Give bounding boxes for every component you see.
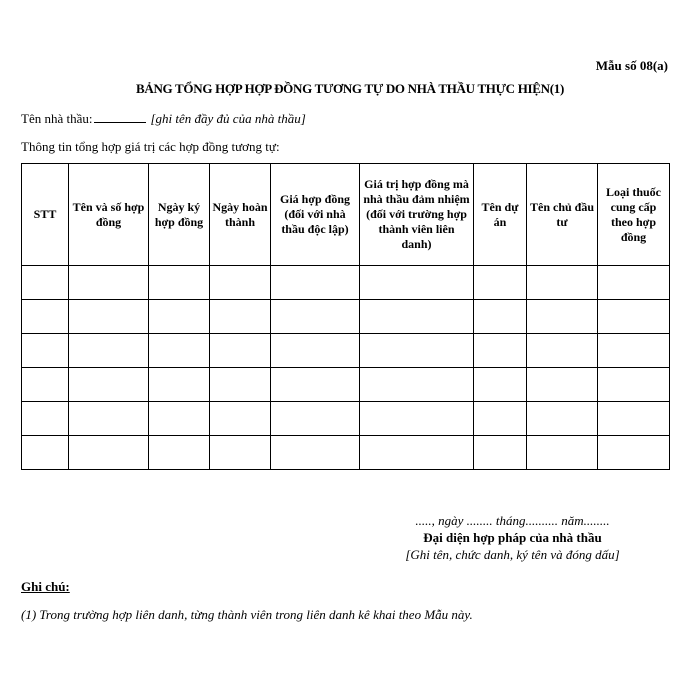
header-stt: STT [22, 164, 69, 266]
table-cell[interactable] [69, 402, 149, 436]
header-contract-name-number: Tên và số hợp đồng [69, 164, 149, 266]
table-cell[interactable] [149, 334, 210, 368]
contractor-line [21, 111, 306, 127]
table-cell[interactable] [149, 436, 210, 470]
table-cell[interactable] [271, 436, 360, 470]
table-cell[interactable] [360, 402, 474, 436]
table-cell[interactable] [474, 334, 527, 368]
table-cell[interactable] [22, 266, 69, 300]
table-row [22, 266, 670, 300]
table-cell[interactable] [360, 368, 474, 402]
table-cell[interactable] [598, 436, 670, 470]
summary-intro: Thông tin tổng hợp giá trị các hợp đồng tương tự: [21, 139, 280, 154]
table-cell[interactable] [271, 402, 360, 436]
table-cell[interactable] [360, 300, 474, 334]
contracts-summary-table [21, 163, 670, 470]
table-cell[interactable] [210, 266, 271, 300]
notes-heading: Ghi chú: [21, 579, 70, 594]
table-cell[interactable] [149, 368, 210, 402]
table-row [22, 436, 670, 470]
table-cell[interactable] [69, 334, 149, 368]
table-cell[interactable] [271, 334, 360, 368]
table-row [22, 402, 670, 436]
contractor-label: Tên nhà thầu: [21, 111, 93, 126]
table-cell[interactable] [210, 300, 271, 334]
table-cell[interactable] [598, 300, 670, 334]
table-cell[interactable] [210, 334, 271, 368]
header-signing-date: Ngày ký hợp đồng [149, 164, 210, 266]
table-cell[interactable] [598, 368, 670, 402]
table-cell[interactable] [527, 266, 598, 300]
table-cell[interactable] [360, 436, 474, 470]
table-cell[interactable] [527, 402, 598, 436]
table-cell[interactable] [69, 436, 149, 470]
table-cell[interactable] [210, 368, 271, 402]
table-row [22, 368, 670, 402]
note-item: (1) Trong trường hợp liên danh, từng thành viên trong liên danh kê khai theo Mẫu này. [21, 607, 473, 622]
table-cell[interactable] [69, 368, 149, 402]
table-cell[interactable] [271, 300, 360, 334]
table-cell[interactable] [474, 266, 527, 300]
table-cell[interactable] [149, 266, 210, 300]
header-drug-type: Loại thuốc cung cấp theo hợp đồng [598, 164, 670, 266]
signature-note: [Ghi tên, chức danh, ký tên và đóng dấu] [405, 547, 620, 562]
contractor-hint: [ghi tên đầy đủ của nhà thầu] [150, 111, 306, 126]
header-completion-date: Ngày hoàn thành [210, 164, 271, 266]
signature-date-line: ....., ngày ........ tháng.......... năm........ [415, 513, 610, 528]
contractor-name-blank[interactable] [94, 111, 146, 123]
table-cell[interactable] [598, 266, 670, 300]
table-cell[interactable] [22, 334, 69, 368]
table-cell[interactable] [474, 436, 527, 470]
table-cell[interactable] [210, 402, 271, 436]
form-number: Mẫu số 08(a) [595, 58, 668, 73]
table-cell[interactable] [598, 334, 670, 368]
table-cell[interactable] [527, 368, 598, 402]
table-cell[interactable] [149, 402, 210, 436]
table-header-row [22, 164, 670, 266]
header-project-name: Tên dự án [474, 164, 527, 266]
table-cell[interactable] [527, 436, 598, 470]
table-cell[interactable] [271, 266, 360, 300]
table-cell[interactable] [22, 402, 69, 436]
header-member-contract-value: Giá trị hợp đồng mà nhà thầu đảm nhiệm (đối với trường hợp thành viên liên danh) [360, 164, 474, 266]
header-contract-price: Giá hợp đồng (đối với nhà thầu độc lập) [271, 164, 360, 266]
table-cell[interactable] [360, 266, 474, 300]
table-cell[interactable] [69, 300, 149, 334]
table-cell[interactable] [69, 266, 149, 300]
document-title: BẢNG TỔNG HỢP HỢP ĐỒNG TƯƠNG TỰ DO NHÀ THẦU THỰC HIỆN(1) [135, 81, 564, 96]
table-cell[interactable] [271, 368, 360, 402]
table-cell[interactable] [360, 334, 474, 368]
signature-title: Đại diện hợp pháp của nhà thầu [423, 530, 602, 545]
table-row [22, 334, 670, 368]
table-cell[interactable] [474, 402, 527, 436]
table-cell[interactable] [474, 300, 527, 334]
table-cell[interactable] [598, 402, 670, 436]
table-cell[interactable] [22, 368, 69, 402]
table-cell[interactable] [527, 300, 598, 334]
table-cell[interactable] [22, 300, 69, 334]
table-cell[interactable] [210, 436, 271, 470]
table-row [22, 300, 670, 334]
table-cell[interactable] [149, 300, 210, 334]
table-cell[interactable] [22, 436, 69, 470]
table-cell[interactable] [474, 368, 527, 402]
header-investor-name: Tên chủ đầu tư [527, 164, 598, 266]
table-cell[interactable] [527, 334, 598, 368]
